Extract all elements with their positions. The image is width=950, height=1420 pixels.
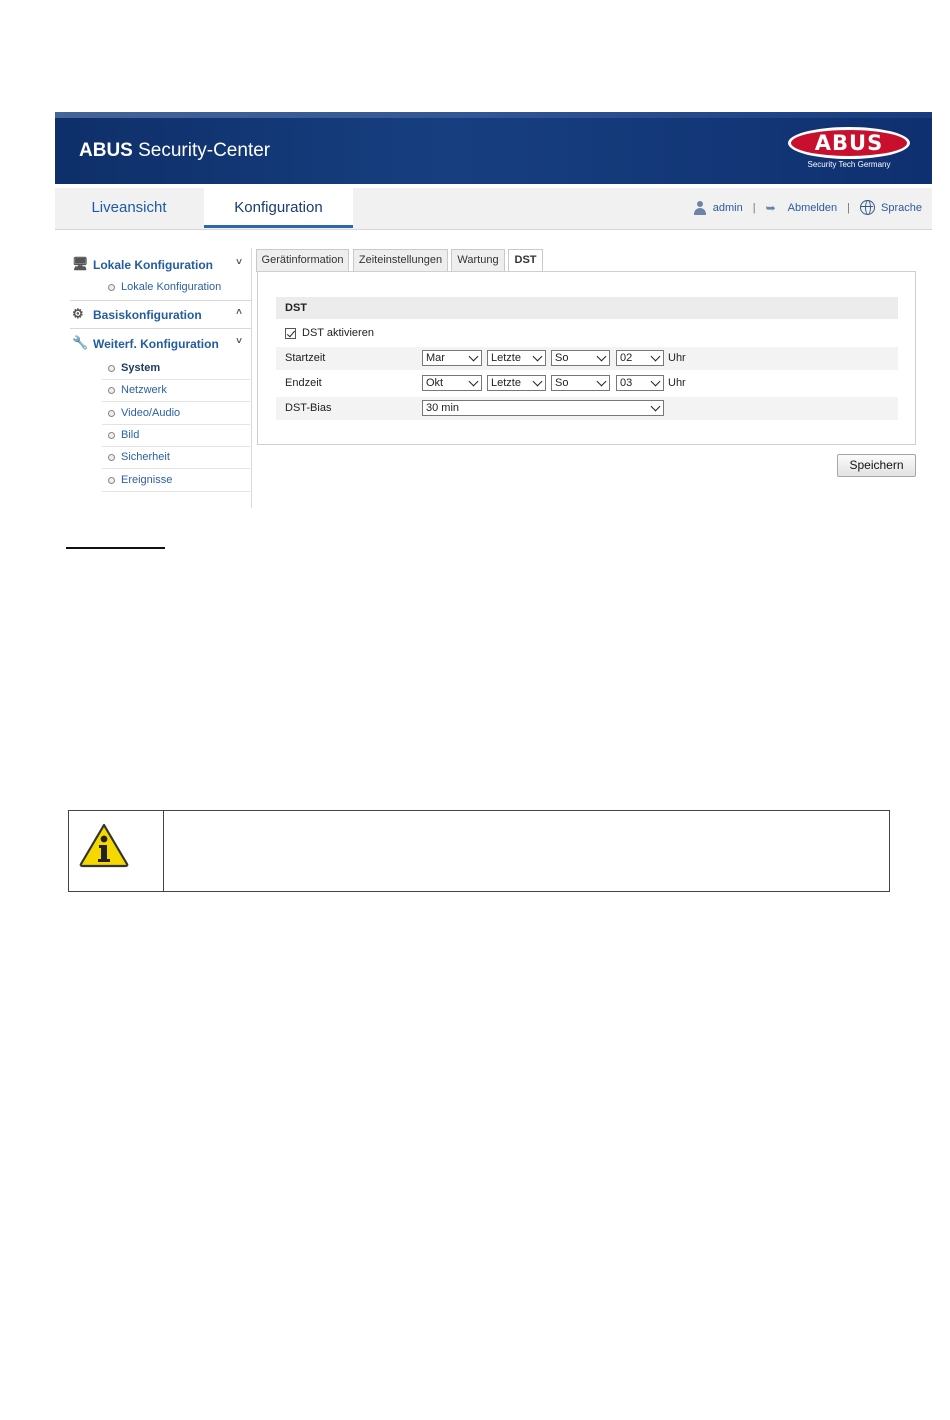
sidebar-item-netzwerk[interactable]: Netzwerk <box>102 380 250 402</box>
end-hour-select[interactable]: 03 <box>616 375 664 391</box>
save-button[interactable]: Speichern <box>837 454 916 477</box>
globe-icon <box>860 200 875 215</box>
chevron-down-icon <box>596 376 606 390</box>
chevron-down-icon: ˅ <box>236 257 242 268</box>
sidebar-section-local[interactable]: 🖥 Lokale Konfiguration ˅ <box>72 256 242 272</box>
config-sidebar <box>70 248 252 508</box>
gear-icon: ⚙ <box>72 306 84 321</box>
end-unit: Uhr <box>668 377 686 389</box>
end-week-select[interactable]: Letzte <box>487 375 546 391</box>
endzeit-label: Endzeit <box>285 377 322 389</box>
user-menu: admin | ➥ Abmelden | Sprache <box>693 200 922 215</box>
dst-bias-row <box>276 397 898 420</box>
startzeit-label: Startzeit <box>285 352 326 364</box>
startzeit-row <box>276 347 898 370</box>
tab-geraetinformation[interactable]: Gerätinformation <box>256 249 349 272</box>
user-name[interactable]: admin <box>712 201 743 214</box>
bullet-icon <box>108 477 115 484</box>
start-unit: Uhr <box>668 352 686 364</box>
tab-konfiguration[interactable]: Konfiguration <box>204 188 353 228</box>
bullet-icon <box>108 365 115 372</box>
tab-zeiteinstellungen[interactable]: Zeiteinstellungen <box>353 249 448 272</box>
chevron-down-icon <box>468 376 478 390</box>
start-hour-select[interactable]: 02 <box>616 350 664 366</box>
dst-enable-checkbox[interactable] <box>285 328 296 339</box>
chevron-up-icon: ˄ <box>236 307 242 318</box>
sidebar-section-weiterf[interactable]: 🔧 Weiterf. Konfiguration ˅ <box>72 335 242 351</box>
sidebar-item-lokale-konfiguration[interactable]: Lokale Konfiguration <box>102 277 250 299</box>
chevron-down-icon <box>532 351 542 365</box>
bullet-icon <box>108 284 115 291</box>
dst-bias-label: DST-Bias <box>285 402 332 414</box>
wrench-icon: 🔧 <box>72 335 89 350</box>
tab-liveansicht[interactable]: Liveansicht <box>91 199 167 216</box>
sidebar-item-ereignisse[interactable]: Ereignisse <box>102 470 250 492</box>
info-warning-triangle-icon <box>78 822 130 868</box>
chevron-down-icon <box>650 351 660 365</box>
chevron-down-icon <box>596 351 606 365</box>
end-month-select[interactable]: Okt <box>422 375 482 391</box>
app-title: ABUS Security-Center <box>79 140 271 161</box>
bullet-icon <box>108 410 115 417</box>
chevron-down-icon <box>532 376 542 390</box>
start-day-select[interactable]: So <box>551 350 610 366</box>
language-link[interactable]: Sprache <box>881 201 922 214</box>
info-note-box <box>68 810 890 892</box>
chevron-down-icon <box>468 351 478 365</box>
sidebar-item-sicherheit[interactable]: Sicherheit <box>102 447 250 469</box>
main-navigation <box>55 188 932 230</box>
chevron-down-icon <box>650 401 660 415</box>
tab-dst[interactable]: DST <box>508 249 543 273</box>
tab-wartung[interactable]: Wartung <box>451 249 505 272</box>
chevron-down-icon <box>650 376 660 390</box>
end-day-select[interactable]: So <box>551 375 610 391</box>
bullet-icon <box>108 454 115 461</box>
app-header <box>55 112 932 184</box>
user-icon <box>693 201 707 215</box>
start-week-select[interactable]: Letzte <box>487 350 546 366</box>
bullet-icon <box>108 387 115 394</box>
sidebar-item-system[interactable]: System <box>102 358 250 380</box>
dst-bias-select[interactable]: 30 min <box>422 400 664 416</box>
abus-logo <box>788 127 910 169</box>
dst-section-title: DST <box>276 297 898 319</box>
logo-subtitle: Security Tech Germany <box>807 160 891 169</box>
monitor-icon: 🖥 <box>72 256 89 271</box>
sidebar-item-bild[interactable]: Bild <box>102 425 250 447</box>
dst-panel <box>257 271 916 445</box>
logout-link[interactable]: Abmelden <box>787 201 838 214</box>
sidebar-section-basis[interactable]: ⚙ Basiskonfiguration ˄ <box>72 306 242 322</box>
logo-text: ABUS <box>788 127 910 159</box>
endzeit-row <box>276 372 898 395</box>
logout-icon: ➥ <box>765 200 776 215</box>
sidebar-item-video-audio[interactable]: Video/Audio <box>102 403 250 425</box>
dst-enable-label: DST aktivieren <box>302 327 374 339</box>
start-month-select[interactable]: Mar <box>422 350 482 366</box>
heading-underline <box>66 547 165 549</box>
chevron-down-icon: ˅ <box>236 336 242 347</box>
bullet-icon <box>108 432 115 439</box>
